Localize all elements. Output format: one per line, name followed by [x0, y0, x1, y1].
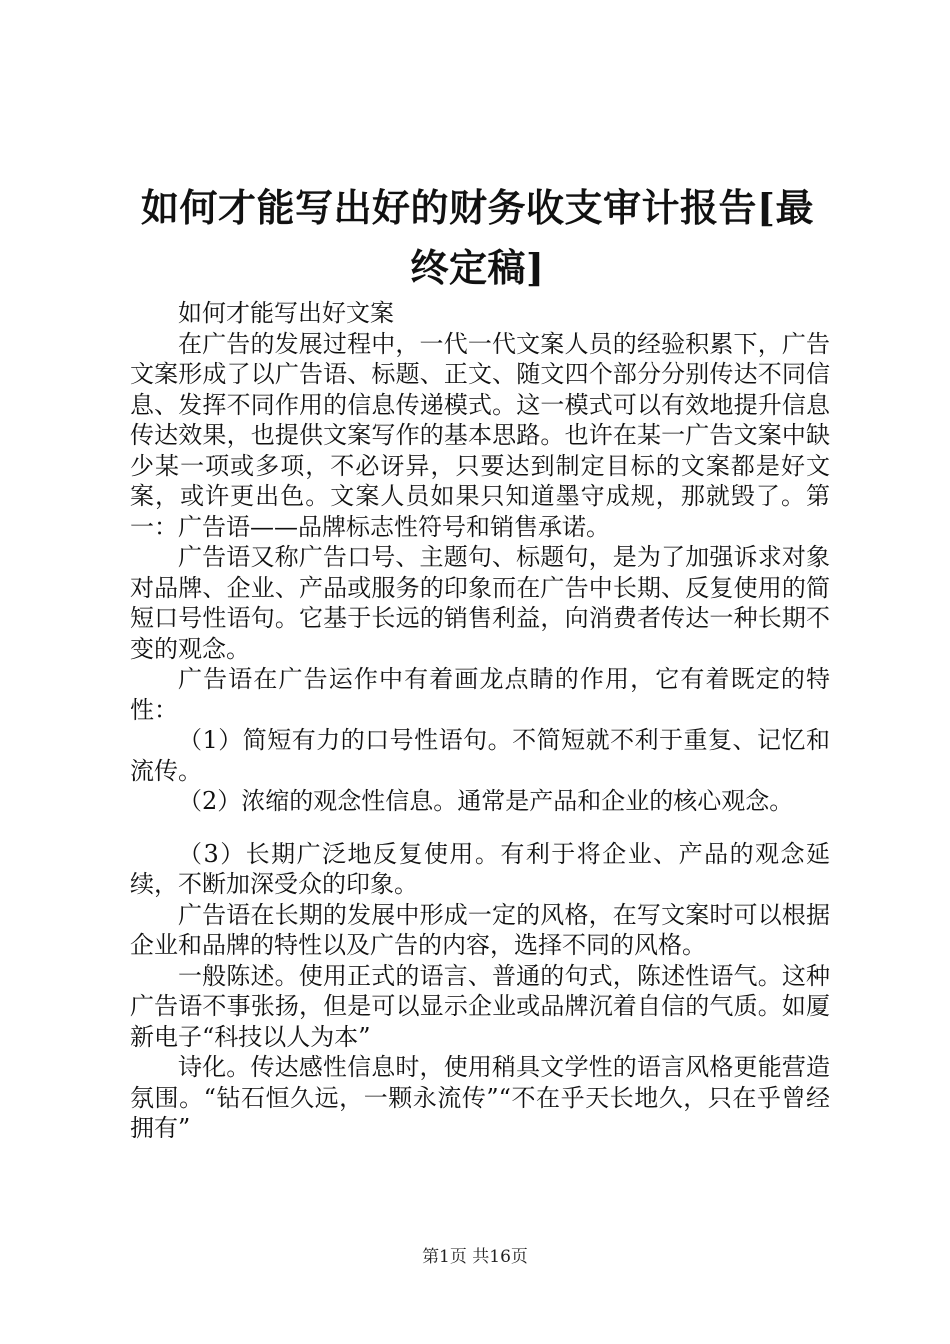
paragraph: 一般陈述。使用正式的语言、普通的句式，陈述性语气。这种广告语不事张扬，但是可以显示企业或品牌沉着自信的气质。如厦新电子“科技以人为本”: [130, 961, 830, 1051]
list-item-3: （3）长期广泛地反复使用。有利于将企业、产品的观念延续，不断加深受众的印象。: [130, 839, 830, 898]
document-title: 如何才能写出好的财务收支审计报告[最终定稿]: [141, 185, 814, 290]
paragraph: 广告语又称广告口号、主题句、标题句，是为了加强诉求对象对品牌、企业、产品或服务的印象而在广告中长期、反复使用的简短口号性语句。它基于长远的销售利益，向消费者传达一种长期不变的观念。: [130, 543, 830, 663]
paragraph: 诗化。传达感性信息时，使用稍具文学性的语言风格更能营造氛围。“钻石恒久远，一颗永流传”“不在乎天长地久，只在乎曾经拥有”: [130, 1053, 830, 1142]
list-item-1: （1）简短有力的口号性语句。不简短就不利于重复、记忆和流传。: [130, 726, 830, 785]
paragraph-heading: 如何才能写出好文案: [178, 299, 394, 327]
document-body: [130, 298, 830, 1144]
list-item-2: （2）浓缩的观念性信息。通常是产品和企业的核心观念。: [178, 787, 794, 815]
paragraph: 广告语在长期的发展中形成一定的风格，在写文案时可以根据企业和品牌的特性以及广告的内容，选择不同的风格。: [130, 900, 830, 959]
page-footer: 第1页 共16页: [422, 1247, 528, 1267]
paragraph: 广告语在广告运作中有着画龙点睛的作用，它有着既定的特性：: [130, 665, 830, 724]
paragraph: 在广告的发展过程中，一代一代文案人员的经验积累下，广告文案形成了以广告语、标题、正文、随文四个部分分别传达不同信息、发挥不同作用的信息传递模式。这一模式可以有效地提升信息传达效果，也提供文案写作的基本思路。也许在某一广告文案中缺少某一项或多项，不必讶异，只要达到制定目标的文案都是好文案，或许更出色。文案人员如果只知道墨守成规，那就毁了。第一：广告语——品牌标志性符号和销售承诺。: [130, 329, 830, 541]
